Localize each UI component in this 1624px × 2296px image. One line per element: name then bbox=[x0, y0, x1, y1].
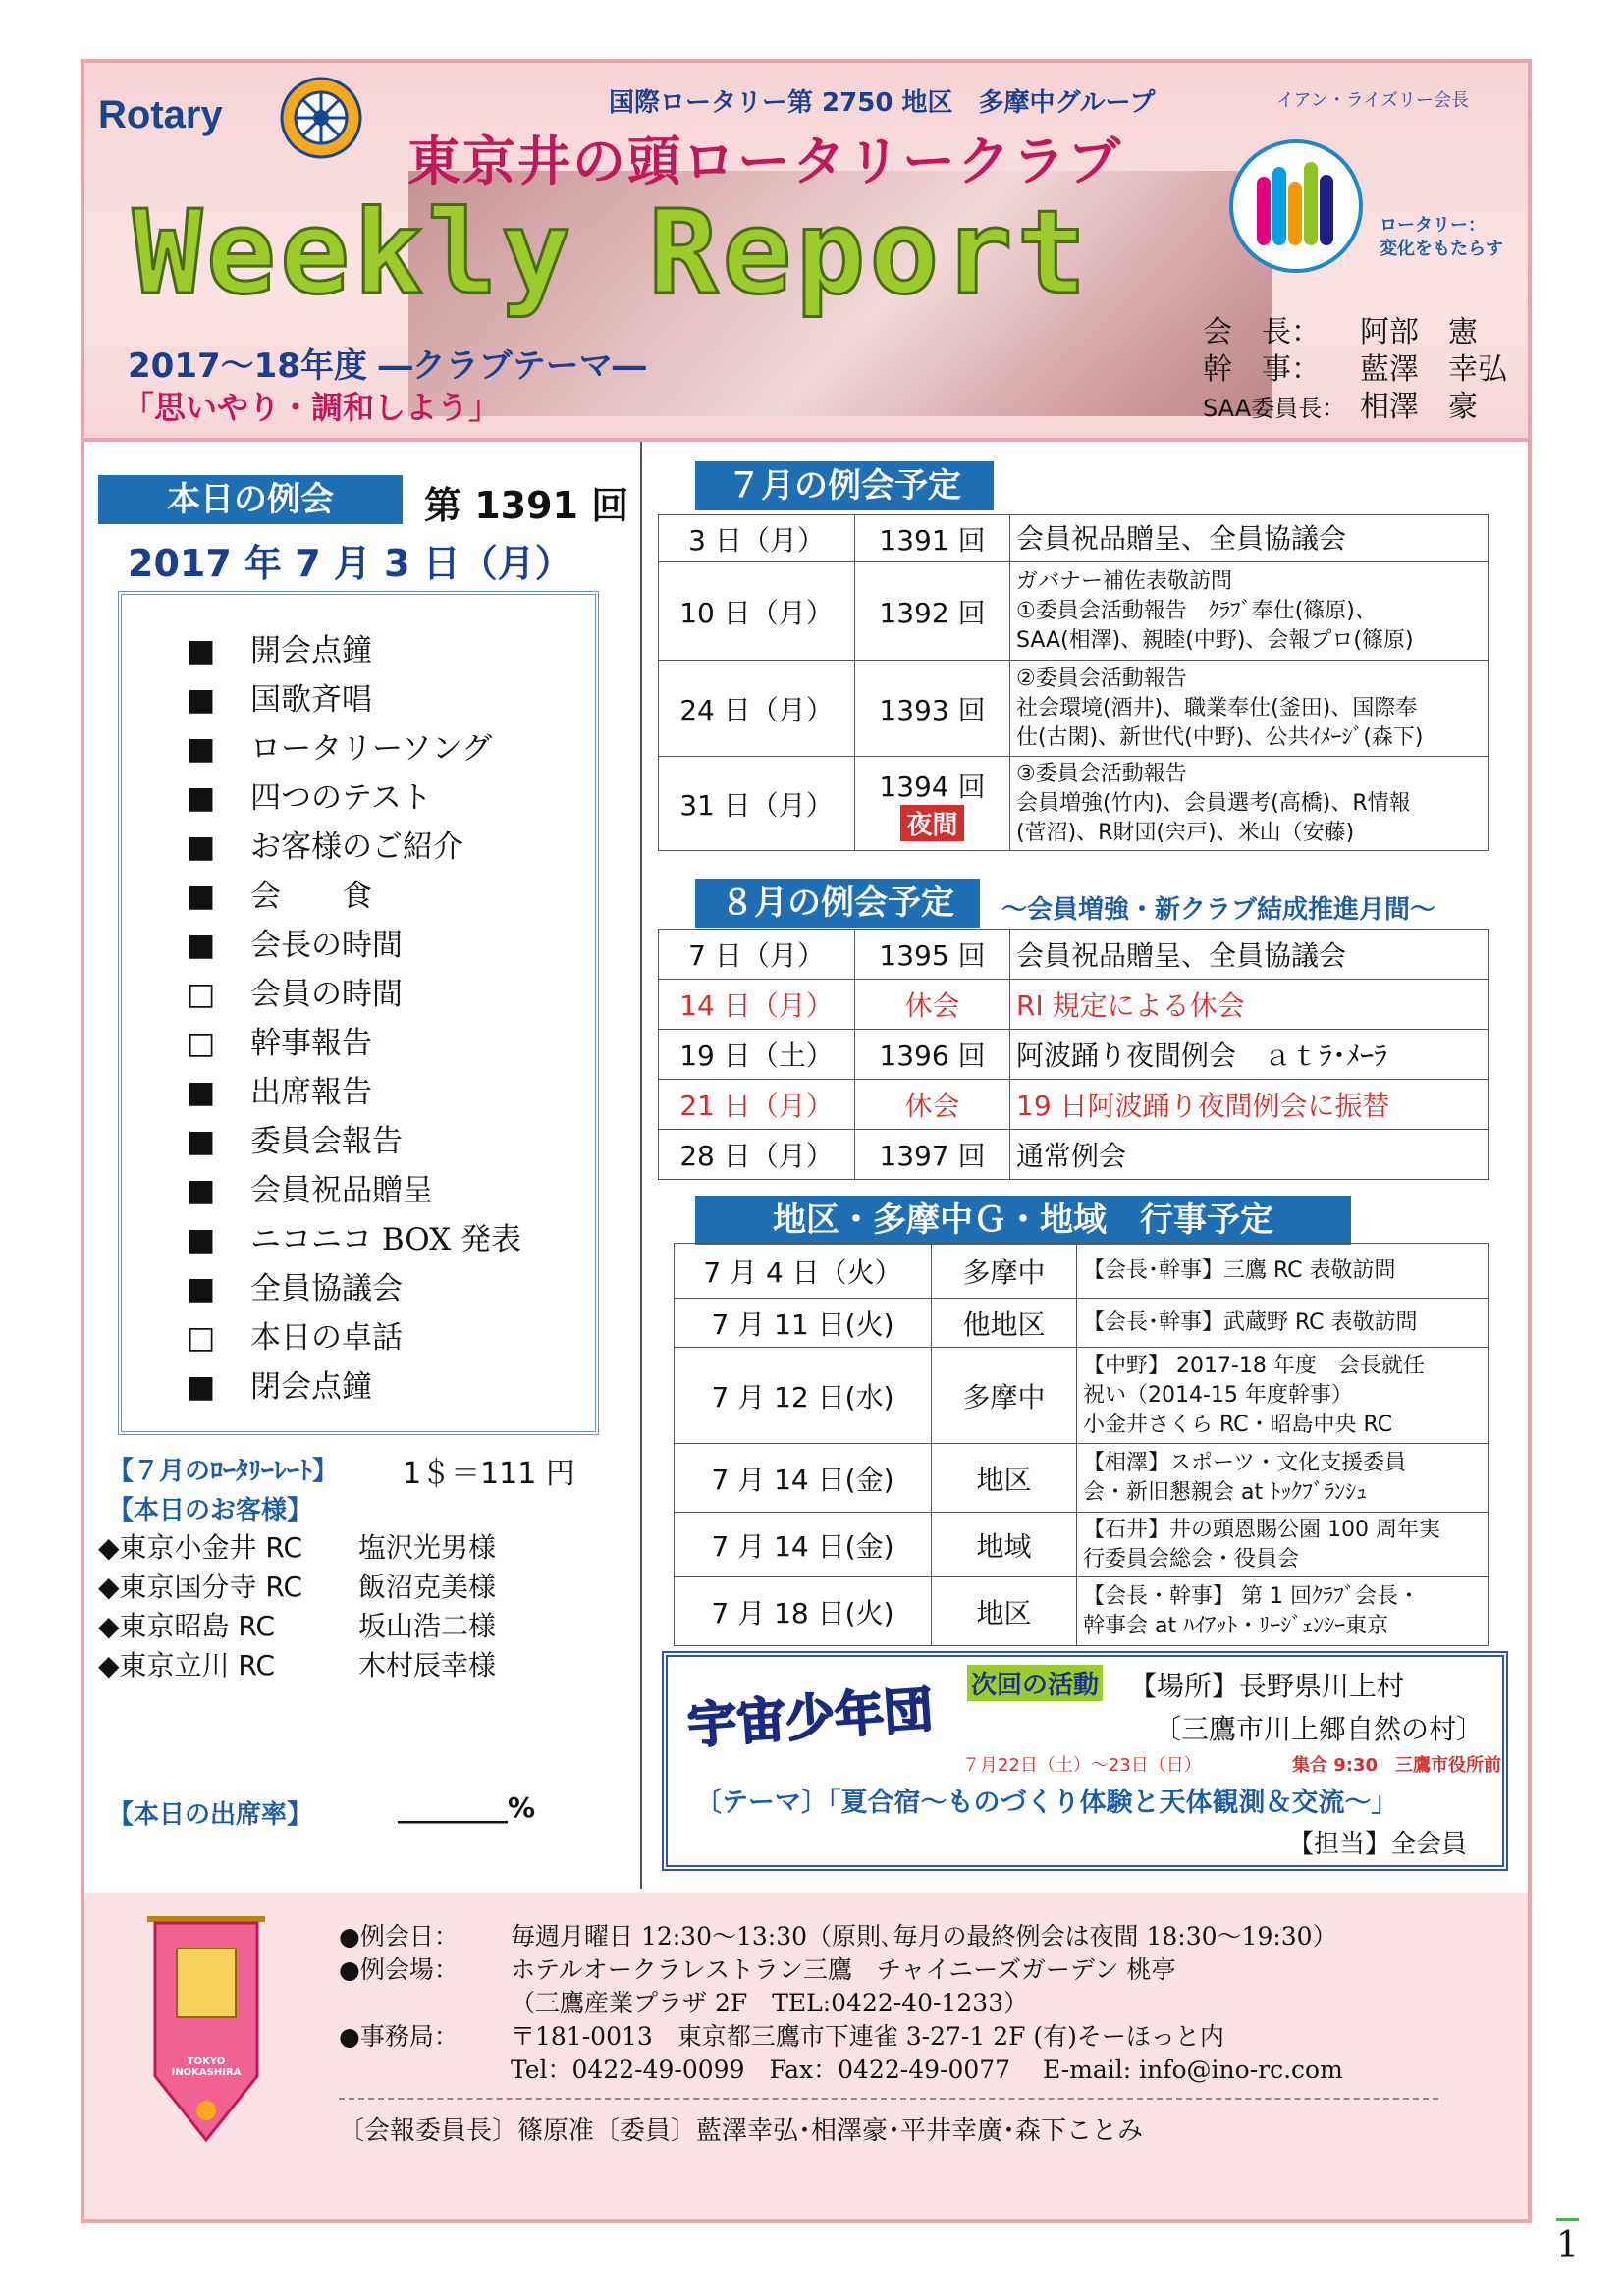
agenda-mark: ■ bbox=[187, 1173, 216, 1208]
space-club-box bbox=[662, 1651, 1508, 1871]
event-row bbox=[675, 1577, 1489, 1646]
footer-line-label: ●例会場： bbox=[339, 1955, 459, 1984]
july-day: 3 日（月） bbox=[659, 515, 855, 562]
agenda-text: 閉会点鐘 bbox=[250, 1369, 372, 1405]
event-row bbox=[675, 1444, 1489, 1513]
july-desc: ③委員会活動報告 会員増強(竹内)、会員選考(高橋)、R情報 (菅沼)、R財団(宍戸)、米山（安藤) bbox=[1010, 757, 1489, 851]
august-no: 1395 回 bbox=[855, 930, 1010, 980]
page-number: 1 bbox=[1556, 2218, 1579, 2266]
agenda-mark: ■ bbox=[187, 1124, 216, 1159]
august-title: ８月の例会予定 bbox=[695, 879, 980, 928]
space-charge: 【担当】全会員 bbox=[1288, 1830, 1468, 1859]
today-label: 本日の例会 bbox=[98, 475, 403, 524]
club-name: 東京井の頭ロータリークラブ bbox=[407, 131, 1122, 192]
august-no: 1396 回 bbox=[855, 1030, 1010, 1080]
events-table bbox=[674, 1243, 1489, 1646]
event-date: 7 月 18 日(火) bbox=[675, 1577, 932, 1646]
july-row bbox=[659, 757, 1489, 851]
august-day: 14 日（月） bbox=[659, 980, 855, 1030]
agenda-item bbox=[187, 871, 372, 915]
july-day: 31 日（月） bbox=[659, 757, 855, 851]
event-desc: 【中野】 2017-18 年度 会長就任 祝い（2014-15 年度幹事） 小金井さくら RC・昭島中央 RC bbox=[1077, 1348, 1489, 1444]
august-no: 1397 回 bbox=[855, 1130, 1010, 1180]
august-no: 休会 bbox=[855, 1080, 1010, 1130]
july-title: ７月の例会予定 bbox=[695, 461, 994, 510]
august-desc: 19 日阿波踊り夜間例会に振替 bbox=[1010, 1080, 1489, 1130]
guest-row bbox=[98, 1605, 496, 1644]
august-desc: RI 規定による休会 bbox=[1010, 980, 1489, 1030]
agenda-item bbox=[187, 773, 432, 817]
officers bbox=[1203, 314, 1507, 427]
event-desc: 【会長・幹事】 第 1 回ｸﾗﾌﾞ会長・ 幹事会 at ﾊｲｱｯﾄ・ﾘｰｼﾞｪﾝｼｰ東京 bbox=[1077, 1577, 1489, 1646]
theme-badge-text: ロータリー： 変化をもたらす bbox=[1380, 215, 1503, 259]
august-desc: 会員祝品贈呈、全員協議会 bbox=[1010, 930, 1489, 980]
space-theme: 〔テーマ〕「夏合宿～ものづくり体験と天体観測＆交流～」 bbox=[695, 1788, 1398, 1818]
agenda-mark: ■ bbox=[187, 731, 216, 767]
event-scope: 地区 bbox=[932, 1444, 1077, 1513]
agenda-item bbox=[187, 1312, 403, 1357]
guest-name: 飯沼克美様 bbox=[358, 1571, 497, 1603]
footer-line-label: ●事務局： bbox=[339, 2022, 459, 2051]
agenda-item bbox=[187, 1067, 372, 1111]
agenda-mark: □ bbox=[187, 1320, 216, 1356]
agenda-text: ロータリーソング bbox=[250, 731, 493, 767]
year-theme-label: 2017～18年度 ―クラブテーマ― bbox=[128, 347, 646, 386]
banner-text: TOKYO INOKASHIRA bbox=[171, 2056, 242, 2078]
agenda-text: 四つのテスト bbox=[250, 780, 432, 816]
july-desc: ②委員会活動報告 社会環境(酒井)、職業奉仕(釜田)、国際奉 仕(古閑)、新世代(中野)、公共ｲﾒｰｼﾞ(森下) bbox=[1010, 661, 1489, 757]
footer-line-label: ●例会日： bbox=[339, 1922, 459, 1950]
rotary-logo-text: Rotary bbox=[98, 93, 223, 136]
august-row bbox=[659, 1130, 1489, 1180]
august-desc: 通常例会 bbox=[1010, 1130, 1489, 1180]
agenda-mark: □ bbox=[187, 977, 216, 1012]
agenda-mark: ■ bbox=[187, 1271, 216, 1307]
footer-line bbox=[339, 1950, 1175, 1986]
august-no: 休会 bbox=[855, 980, 1010, 1030]
event-date: 7 月 12 日(水) bbox=[675, 1348, 932, 1444]
july-desc: 会員祝品贈呈、全員協議会 bbox=[1010, 515, 1489, 562]
event-desc: 【会長･幹事】武蔵野 RC 表敬訪問 bbox=[1077, 1299, 1489, 1348]
agenda-item bbox=[187, 1116, 403, 1160]
footer-divider bbox=[339, 2098, 1438, 2100]
july-no-text: 1391 回 bbox=[879, 523, 986, 557]
guest-row bbox=[98, 1644, 496, 1683]
meeting-number: 第 1391 回 bbox=[424, 484, 629, 527]
july-day: 10 日（月） bbox=[659, 562, 855, 661]
next-activity-label: 次回の活動 bbox=[967, 1665, 1103, 1701]
officer-president: 会 長： 阿部 憲 bbox=[1203, 315, 1478, 349]
event-date: 7 月 14 日(金) bbox=[675, 1513, 932, 1577]
footer-line-text: （三鷹産業プラザ 2F TEL:0422-40-1233） bbox=[511, 1989, 1029, 2017]
agenda-text: 委員会報告 bbox=[250, 1124, 403, 1159]
july-table bbox=[658, 514, 1489, 851]
july-no-text: 1392 回 bbox=[879, 596, 986, 629]
august-table bbox=[658, 929, 1489, 1180]
august-row bbox=[659, 1030, 1489, 1080]
space-gather: 集合 9:30 三鷹市役所前 bbox=[1292, 1755, 1502, 1776]
agenda-item bbox=[187, 1165, 433, 1209]
footer-line-text: 〒181-0013 東京都三鷹市下連雀 3-27-1 2F (有)そーほっと内 bbox=[511, 2022, 1224, 2051]
agenda-mark: ■ bbox=[187, 780, 216, 816]
august-day: 7 日（月） bbox=[659, 930, 855, 980]
events-title: 地区・多摩中Ｇ・地域 行事予定 bbox=[695, 1196, 1351, 1245]
guest-row bbox=[98, 1526, 496, 1566]
officer-saa: SAA委員長： 相澤 豪 bbox=[1203, 390, 1478, 424]
event-desc: 【石井】井の頭恩賜公園 100 周年実 行委員会総会・役員会 bbox=[1077, 1513, 1489, 1577]
report-title: Weekly Report bbox=[133, 185, 1091, 320]
july-row bbox=[659, 661, 1489, 757]
event-scope: 多摩中 bbox=[932, 1244, 1077, 1299]
attendance-label: 【本日の出席率】 bbox=[108, 1800, 313, 1830]
july-desc: ガバナー補佐表敬訪問 ①委員会活動報告 ｸﾗﾌﾞ奉仕(篠原)、 SAA(相澤)、親睦(中野)、会報プロ(篠原) bbox=[1010, 562, 1489, 661]
footer-line-text: ホテルオークラレストラン三鷹 チャイニーズガーデン 桃亭 bbox=[511, 1955, 1176, 1984]
footer-line bbox=[339, 1984, 1028, 2019]
event-scope: 地域 bbox=[932, 1513, 1077, 1577]
agenda-item bbox=[187, 723, 492, 768]
president-slogan: イアン・ライズリー会長 bbox=[1276, 90, 1470, 111]
officer-secretary: 幹 事： 藍澤 幸弘 bbox=[1203, 352, 1507, 387]
event-desc: 【相澤】スポーツ・文化支援委員 会・新旧懇親会 at ﾄｯｸﾌﾞﾗﾝｼｭ bbox=[1077, 1444, 1489, 1513]
agenda-mark: ■ bbox=[187, 879, 216, 914]
space-place-detail: 〔三鷹市川上郷自然の村〕 bbox=[1154, 1713, 1485, 1745]
agenda-text: お客様のご紹介 bbox=[250, 829, 463, 865]
guests-label: 【本日のお客様】 bbox=[108, 1496, 313, 1525]
agenda-text: 国歌斉唱 bbox=[250, 682, 372, 718]
agenda-text: 幹事報告 bbox=[250, 1026, 372, 1061]
footer-line-text: 毎週月曜日 12:30～13:30（原則､毎月の最終例会は夜間 18:30～19:30） bbox=[511, 1922, 1337, 1950]
agenda-text: 開会点鐘 bbox=[250, 633, 372, 668]
agenda-mark: ■ bbox=[187, 1222, 216, 1257]
event-row bbox=[675, 1244, 1489, 1299]
agenda-text: 会長の時間 bbox=[250, 928, 403, 963]
rate-label: 【７月のﾛｰﾀﾘｰﾚｰﾄ】 bbox=[108, 1457, 339, 1486]
district-text: 国際ロータリー第 2750 地区 多摩中グループ bbox=[609, 88, 1156, 118]
footer-line-text: Tel：0422-49-0099 Fax：0422-49-0077 E-mail: info@ino-rc.com bbox=[511, 2056, 1343, 2084]
event-scope: 他地区 bbox=[932, 1299, 1077, 1348]
agenda-text: ニコニコ BOX 発表 bbox=[250, 1222, 522, 1257]
august-row bbox=[659, 930, 1489, 980]
guest-club: ◆東京立川 RC bbox=[98, 1649, 276, 1682]
agenda-text: 全員協議会 bbox=[250, 1271, 403, 1307]
event-desc: 【会長･幹事】三鷹 RC 表敬訪問 bbox=[1077, 1244, 1489, 1299]
committee-text: 〔会報委員長〕篠原准〔委員〕藍澤幸弘･相澤豪･平井幸廣･森下ことみ bbox=[339, 2116, 1144, 2146]
agenda-item bbox=[187, 920, 403, 964]
theme-logo-icon bbox=[1227, 137, 1365, 275]
footer-line bbox=[339, 2017, 1224, 2053]
agenda-item bbox=[187, 1018, 372, 1062]
club-theme: 「思いやり・調和しよう」 bbox=[123, 389, 501, 426]
agenda-mark: ■ bbox=[187, 829, 216, 865]
event-row bbox=[675, 1513, 1489, 1577]
agenda-mark: ■ bbox=[187, 928, 216, 963]
agenda-item bbox=[187, 674, 372, 719]
club-banner-icon bbox=[137, 1909, 275, 2155]
july-meeting-no bbox=[855, 757, 1010, 851]
agenda-mark: ■ bbox=[187, 682, 216, 718]
july-day: 24 日（月） bbox=[659, 661, 855, 757]
agenda-mark: ■ bbox=[187, 1075, 216, 1110]
space-place: 【場所】長野県川上村 bbox=[1129, 1670, 1405, 1702]
july-no-text: 1393 回 bbox=[879, 693, 986, 726]
event-row bbox=[675, 1348, 1489, 1444]
july-meeting-no bbox=[855, 515, 1010, 562]
july-row bbox=[659, 562, 1489, 661]
agenda-item bbox=[187, 969, 403, 1013]
july-meeting-no bbox=[855, 562, 1010, 661]
event-date: 7 月 14 日(金) bbox=[675, 1444, 932, 1513]
july-meeting-no bbox=[855, 661, 1010, 757]
column-divider bbox=[640, 442, 642, 1889]
agenda-text: 本日の卓話 bbox=[250, 1320, 403, 1356]
guest-club: ◆東京小金井 RC bbox=[98, 1531, 303, 1564]
july-no-text: 1394 回 bbox=[879, 771, 986, 803]
agenda-item bbox=[187, 1263, 403, 1308]
july-row bbox=[659, 515, 1489, 562]
rate-value: 1＄＝111 円 bbox=[403, 1457, 575, 1491]
event-scope: 地区 bbox=[932, 1577, 1077, 1646]
night-badge: 夜間 bbox=[900, 805, 963, 841]
august-day: 28 日（月） bbox=[659, 1130, 855, 1180]
agenda-text: 会員祝品贈呈 bbox=[250, 1173, 433, 1208]
agenda-item bbox=[187, 1362, 372, 1406]
agenda-mark: ■ bbox=[187, 1369, 216, 1405]
august-day: 19 日（土） bbox=[659, 1030, 855, 1080]
agenda-mark: □ bbox=[187, 1026, 216, 1061]
agenda-mark: ■ bbox=[187, 633, 216, 668]
august-desc: 阿波踊り夜間例会 ａｔﾗ･ﾒｰﾗ bbox=[1010, 1030, 1489, 1080]
attendance-blank: ________% bbox=[398, 1791, 536, 1824]
footer-line bbox=[339, 1917, 1337, 1952]
agenda-item bbox=[187, 1214, 521, 1258]
agenda-item bbox=[187, 625, 372, 669]
guest-name: 坂山浩二様 bbox=[358, 1610, 497, 1642]
august-day: 21 日（月） bbox=[659, 1080, 855, 1130]
guest-club: ◆東京国分寺 RC bbox=[98, 1571, 303, 1603]
agenda-text: 会 食 bbox=[250, 879, 372, 914]
footer-line bbox=[339, 2051, 1343, 2086]
space-when: ７月22日（土）～23日（日） bbox=[962, 1755, 1202, 1776]
rotary-wheel-icon bbox=[277, 74, 365, 162]
guest-name: 塩沢光男様 bbox=[358, 1531, 497, 1564]
guest-name: 木村辰幸様 bbox=[358, 1649, 497, 1682]
event-scope: 多摩中 bbox=[932, 1348, 1077, 1444]
august-subtitle: ～会員増強・新クラブ結成推進月間～ bbox=[1001, 895, 1436, 925]
event-row bbox=[675, 1299, 1489, 1348]
meeting-date: 2017 年 7 月 3 日（月） bbox=[128, 542, 572, 585]
august-row bbox=[659, 980, 1489, 1030]
event-date: 7 月 11 日(火) bbox=[675, 1299, 932, 1348]
space-club-logo: 宇宙少年団 bbox=[685, 1681, 935, 1755]
agenda-item bbox=[187, 822, 463, 866]
agenda-text: 会員の時間 bbox=[250, 977, 403, 1012]
agenda-text: 出席報告 bbox=[250, 1075, 372, 1110]
guest-club: ◆東京昭島 RC bbox=[98, 1610, 276, 1642]
guest-row bbox=[98, 1566, 496, 1605]
august-row bbox=[659, 1080, 1489, 1130]
event-date: 7 月 4 日（火） bbox=[675, 1244, 932, 1299]
